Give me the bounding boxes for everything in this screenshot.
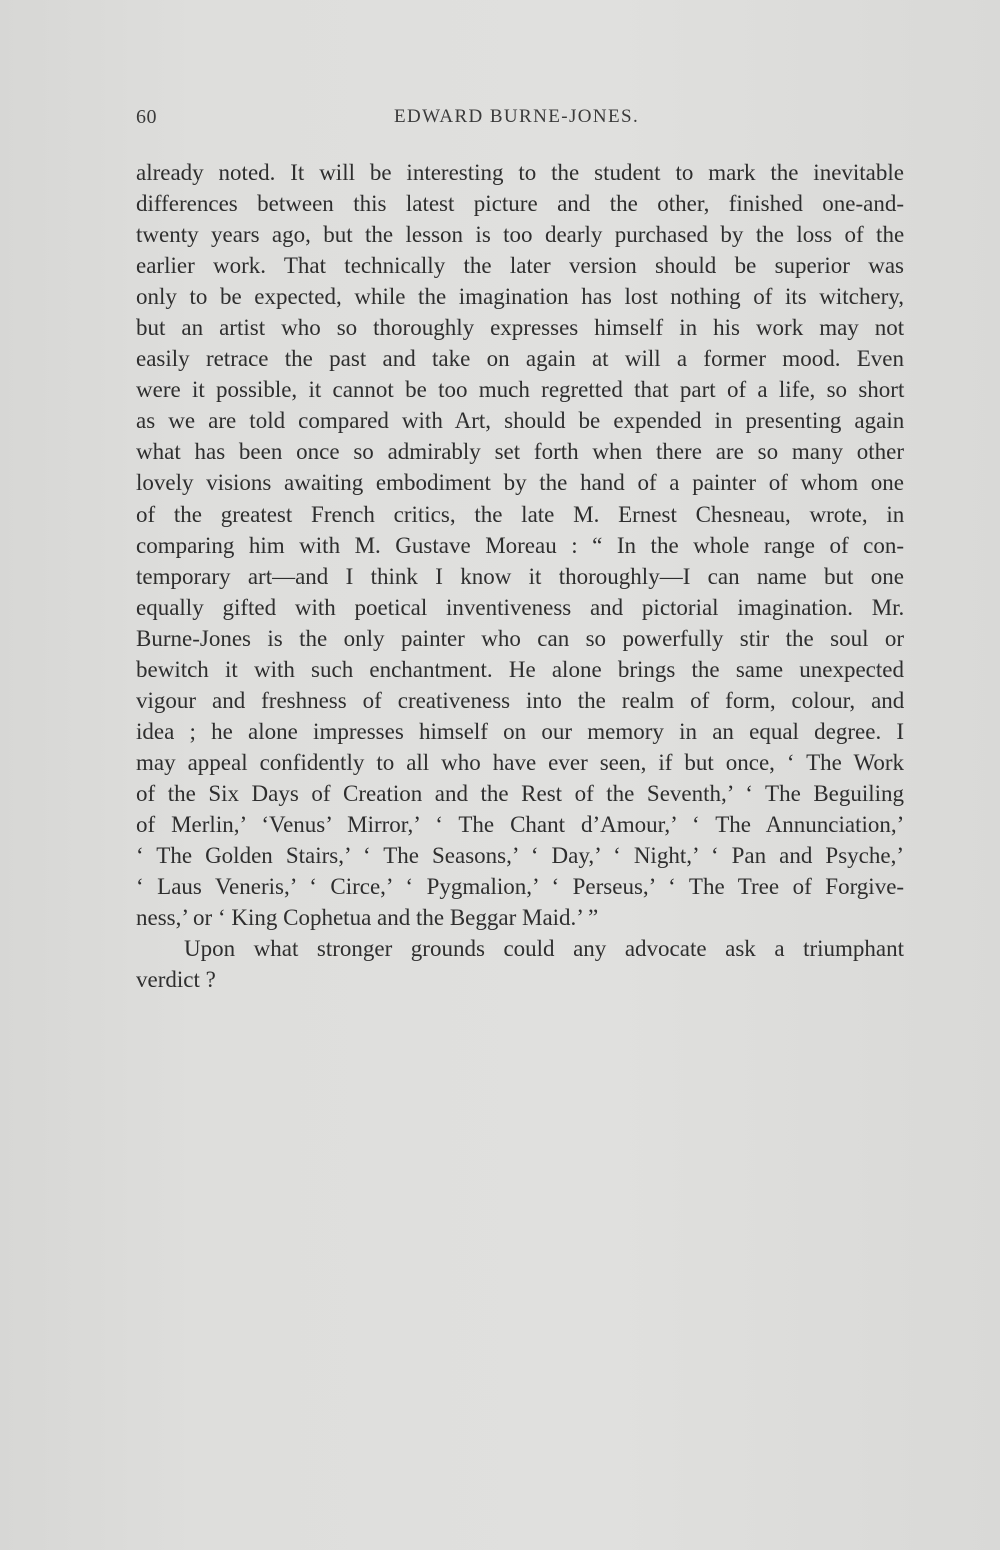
text-line: temporary art—and I think I know it thoroughly—I can name but one [136, 563, 904, 589]
page-number: 60 [136, 106, 157, 128]
text-line: equally gifted with poetical inventiveness and pictorial imagination. Mr. [136, 594, 905, 620]
body-text [136, 157, 904, 995]
text-line: ness,’ or ‘ King Cophetua and the Beggar Maid.’ ” [136, 905, 599, 931]
text-line: but an artist who so thoroughly expresses himself in his work may not [136, 315, 905, 341]
text-line: already noted. It will be interesting to the student to mark the inevitable [136, 160, 904, 185]
paragraph-1 [136, 157, 904, 933]
paragraph-2 [136, 933, 904, 995]
text-line: of Merlin,’ ‘Venus’ Mirror,’ ‘ The Chant d’Amour,’ ‘ The Annunciation,’ [136, 811, 905, 837]
text-line: of the Six Days of Creation and the Rest of the Seventh,’ ‘ The Beguiling [136, 780, 905, 806]
text-line: comparing him with M. Gustave Moreau : “ In the whole range of con- [136, 532, 905, 558]
text-line: of the greatest French critics, the late M. Ernest Chesneau, wrote, in [136, 501, 905, 527]
text-line: differences between this latest picture and the other, finished one-and- [136, 191, 904, 217]
text-line: what has been once so admirably set forth when there are so many other [136, 439, 904, 465]
text-line: vigour and freshness of creativeness into the realm of form, colour, and [136, 687, 905, 713]
running-head [136, 106, 904, 136]
text-line: were it possible, it cannot be too much regretted that part of a life, so short [136, 377, 905, 403]
text-line: ‘ Laus Veneris,’ ‘ Circe,’ ‘ Pygmalion,’ ‘ Perseus,’ ‘ The Tree of Forgive- [136, 874, 905, 900]
text-line: may appeal confidently to all who have ever seen, if but once, ‘ The Work [136, 749, 904, 775]
text-line: as we are told compared with Art, should be expended in presenting again [136, 408, 905, 434]
text-line: verdict ? [136, 967, 216, 993]
text-line: Upon what stronger grounds could any advocate ask a triumphant [184, 936, 904, 962]
running-title: EDWARD BURNE-JONES. [394, 106, 640, 127]
text-line: Burne-Jones is the only painter who can so powerfully stir the soul or [136, 625, 905, 651]
text-line: bewitch it with such enchantment. He alone brings the same unexpected [136, 656, 904, 682]
text-line: ‘ The Golden Stairs,’ ‘ The Seasons,’ ‘ Day,’ ‘ Night,’ ‘ Pan and Psyche,’ [136, 843, 904, 869]
text-line: lovely visions awaiting embodiment by the hand of a painter of whom one [136, 470, 904, 496]
text-line: only to be expected, while the imagination has lost nothing of its witchery, [136, 284, 904, 310]
text-line: idea ; he alone impresses himself on our memory in an equal degree. I [136, 718, 905, 744]
text-line: twenty years ago, but the lesson is too dearly purchased by the loss of the [136, 222, 905, 248]
text-line: easily retrace the past and take on again at will a former mood. Even [136, 346, 904, 372]
text-line: earlier work. That technically the later version should be superior was [136, 253, 904, 279]
